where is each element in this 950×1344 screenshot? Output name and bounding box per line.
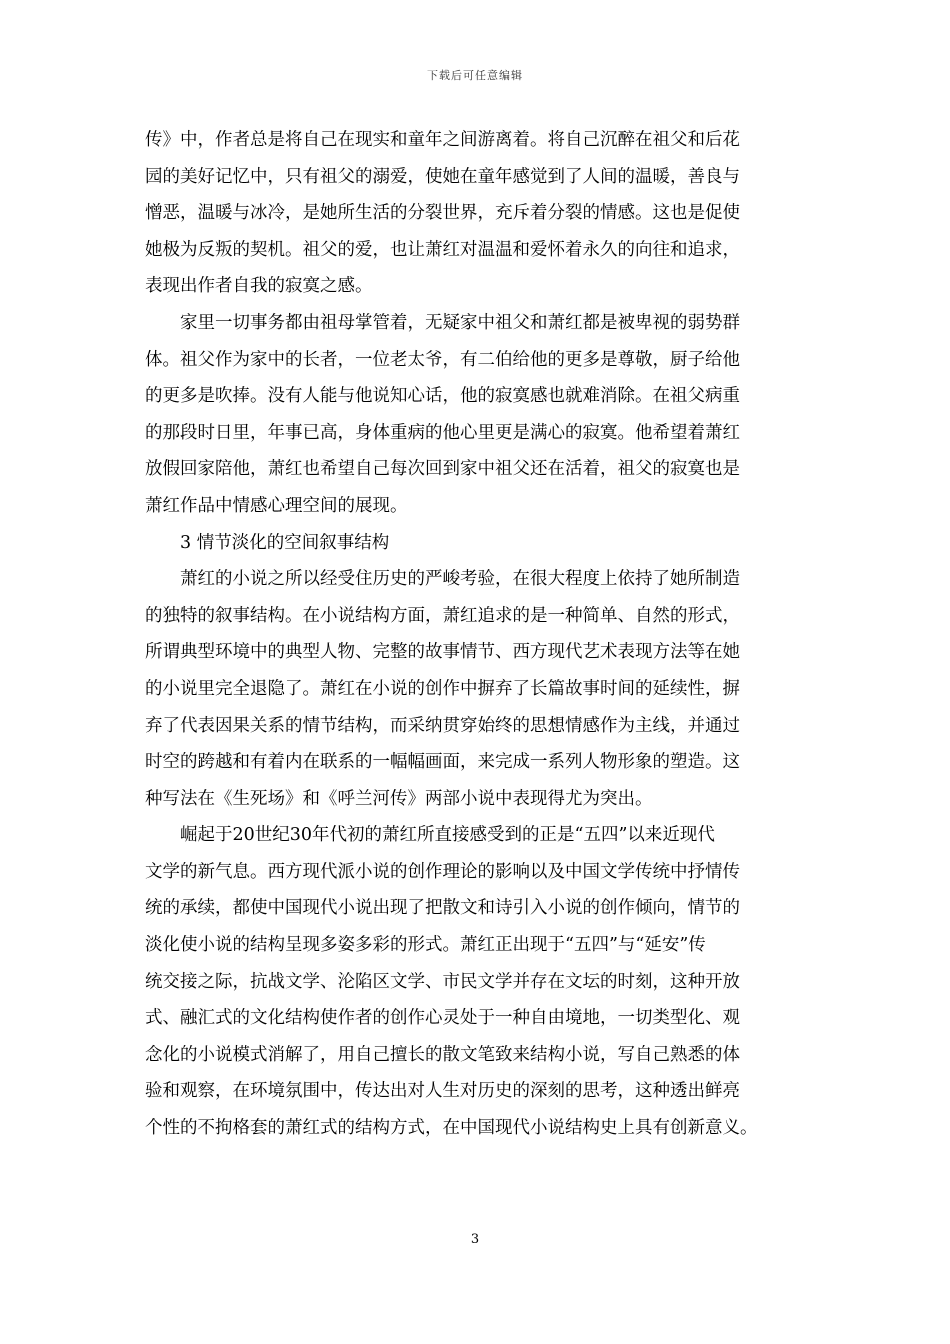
text-line: 传》中，作者总是将自己在现实和童年之间游离着。将自己沉醉在祖父和后花 — [145, 130, 740, 150]
text-line: 的更多是吹捧。没有人能与他说知心话，他的寂寞感也就难消除。在祖父病重 — [145, 386, 740, 407]
text-line: 验和观察，在环境氛围中，传达出对人生对历史的深刻的思考，这种透出鲜亮 — [145, 1081, 740, 1102]
text-line: 她极为反叛的契机。祖父的爱，也让萧红对温温和爱怀着永久的向往和追求， — [145, 239, 740, 260]
text-line: 念化的小说模式消解了，用自己擅长的散文笔致来结构小说，写自己熟悉的体 — [145, 1044, 740, 1065]
text-line: 式、融汇式的文化结构使作者的创作心灵处于一种自由境地，一切类型化、观 — [145, 1008, 740, 1029]
text-line: 憎恶，温暖与冰冷，是她所生活的分裂世界，充斥着分裂的情感。这也是促使 — [145, 203, 740, 224]
text-line: 统的承续，都使中国现代小说出现了把散文和诗引入小说的创作倾向，情节的 — [145, 898, 740, 919]
text-line: 表现出作者自我的寂寞之感。 — [145, 276, 373, 297]
text-line: 的那段时日里，年事已高，身体重病的他心里更是满心的寂寞。他希望着萧红 — [145, 422, 740, 443]
text-line: 统交接之际，抗战文学、沦陷区文学、市民文学并存在文坛的时刻，这种开放 — [145, 971, 740, 992]
text-line: 种写法在《生死场》和《呼兰河传》两部小说中表现得尤为突出。 — [145, 788, 653, 809]
text-line: 时空的跨越和有着内在联系的一幅幅画面，来完成一系列人物形象的塑造。这 — [145, 752, 740, 773]
paragraph-first-line: 崛起于20世纪30年代初的萧红所直接感受到的正是“五四”以来近现代 — [180, 825, 715, 846]
page-header: 下载后可任意编辑 — [427, 69, 523, 82]
text-line: 文学的新气息。西方现代派小说的创作理论的影响以及中国文学传统中抒情传 — [145, 861, 740, 882]
text-line: 放假回家陪他，萧红也希望自己每次回到家中祖父还在活着，祖父的寂寞也是 — [145, 459, 740, 480]
paragraph-first-line: 家里一切事务都由祖母掌管着，无疑家中祖父和萧红都是被卑视的弱势群 — [180, 312, 740, 333]
paragraph-first-line: 萧红的小说之所以经受住历史的严峻考验，在很大程度上依持了她所制造 — [180, 569, 740, 590]
document-body — [145, 122, 825, 1147]
text-line: 的小说里完全退隐了。萧红在小说的创作中摒弃了长篇故事时间的延续性，摒 — [145, 678, 740, 699]
section-heading: 3 情节淡化的空间叙事结构 — [180, 532, 390, 553]
text-line: 所谓典型环境中的典型人物、完整的故事情节、西方现代艺术表现方法等在她 — [145, 642, 740, 663]
text-line: 弃了代表因果关系的情节结构，而采纳贯穿始终的思想情感作为主线，并通过 — [145, 715, 740, 736]
text-line: 萧红作品中情感心理空间的展现。 — [145, 495, 408, 516]
text-line: 体。祖父作为家中的长者，一位老太爷，有二伯给他的更多是尊敬，厨子给他 — [145, 349, 740, 370]
text-line: 个性的不拘格套的萧红式的结构方式，在中国现代小说结构史上具有创新意义。 — [145, 1118, 758, 1139]
page-number: 3 — [470, 1232, 480, 1247]
text-line: 园的美好记忆中，只有祖父的溺爱，使她在童年感觉到了人间的温暖，善良与 — [145, 166, 740, 187]
text-line: 淡化使小说的结构呈现多姿多彩的形式。萧红正出现于“五四”与“延安”传 — [145, 935, 706, 956]
text-line: 的独特的叙事结构。在小说结构方面，萧红追求的是一种简单、自然的形式， — [145, 605, 740, 626]
